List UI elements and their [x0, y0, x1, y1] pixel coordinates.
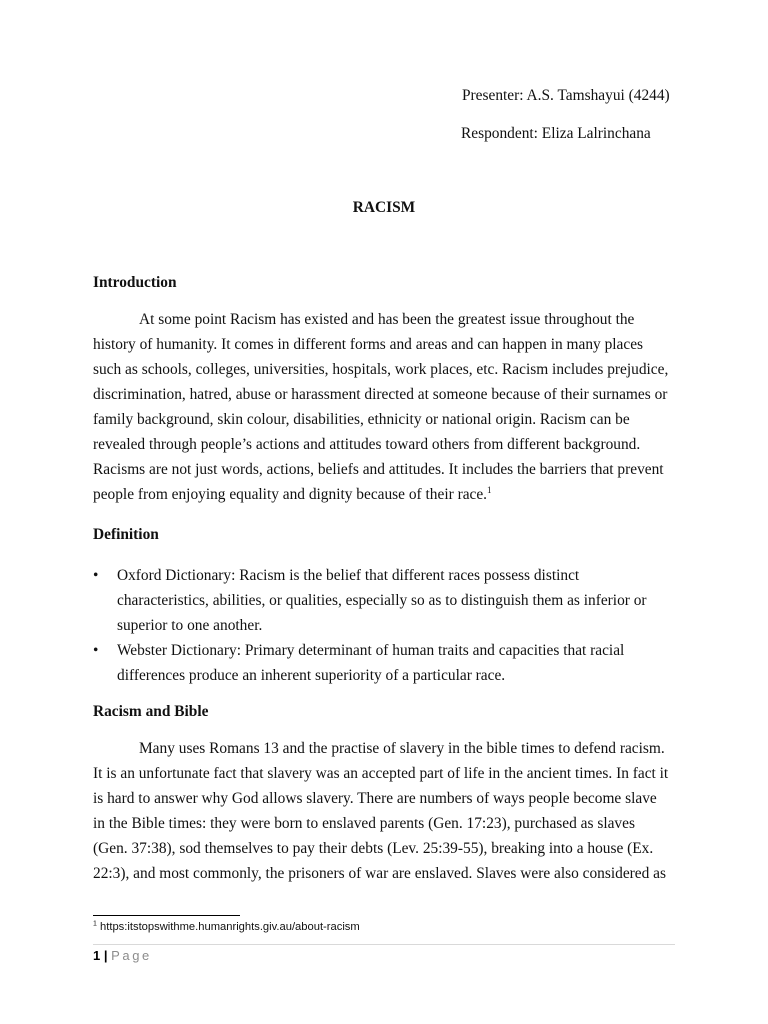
- definition-list: [93, 563, 679, 688]
- footer-divider: [93, 944, 675, 945]
- racism-and-bible-paragraph: [93, 736, 679, 886]
- paragraph-line: Racisms are not just words, actions, beliefs and attitudes. It includes the barriers that prevent: [93, 461, 664, 478]
- footnote-link[interactable]: https:itstopswithme.humanrights.giv.au/about-racism: [100, 921, 360, 933]
- definition-item-webster: [93, 638, 679, 688]
- paragraph-line-last: [93, 482, 679, 507]
- paragraph-line-text: people from enjoying equality and dignity because of their race.: [93, 486, 488, 503]
- paragraph-line: discrimination, hatred, abuse or harassment directed at someone because of their surnames or: [93, 386, 668, 403]
- introduction-heading: Introduction: [93, 274, 177, 291]
- respondent-line: Respondent: Eliza Lalrinchana: [461, 125, 651, 142]
- definition-item-oxford: [93, 563, 679, 638]
- bullet-icon: •: [93, 567, 99, 584]
- page-label: Page: [111, 948, 152, 963]
- definition-line: Webster Dictionary: Primary determinant of human traits and capacities that racial: [117, 642, 625, 659]
- paragraph-line: At some point Racism has existed and has been the greatest issue throughout the: [139, 311, 635, 328]
- paragraph-line: in the Bible times: they were born to enslaved parents (Gen. 17:23), purchased as slaves: [93, 815, 635, 832]
- racism-and-bible-heading: Racism and Bible: [93, 703, 209, 720]
- footnote-marker: 1: [93, 920, 97, 928]
- definition-line: superior to one another.: [117, 617, 263, 634]
- paragraph-line: family background, skin colour, disabilities, ethnicity or national origin. Racism can be: [93, 411, 630, 428]
- presenter-line: Presenter: A.S. Tamshayui (4244): [462, 87, 670, 104]
- document-title: RACISM: [352, 199, 416, 216]
- paragraph-line: Many uses Romans 13 and the practise of slavery in the bible times to defend racism.: [139, 740, 665, 757]
- paragraph-line: 22:3), and most commonly, the prisoners of war are enslaved. Slaves were also considered as: [93, 865, 666, 882]
- definition-line: differences produce an inherent superiority of a particular race.: [117, 667, 506, 684]
- footer-separator: |: [103, 948, 108, 963]
- paragraph-line: revealed through people’s actions and attitudes toward others from different background.: [93, 436, 641, 453]
- definition-heading: Definition: [93, 526, 159, 543]
- paragraph-line: is hard to answer why God allows slavery. There are numbers of ways people become slave: [93, 790, 657, 807]
- definition-line: characteristics, abilities, or qualities, especially so as to distinguish them as inferior or: [117, 592, 647, 609]
- paragraph-line: such as schools, colleges, universities, hospitals, work places, etc. Racism includes prejudice,: [93, 361, 669, 378]
- introduction-paragraph: [93, 307, 679, 507]
- bullet-icon: •: [93, 642, 99, 659]
- paragraph-line: It is an unfortunate fact that slavery was an accepted part of life in the ancient times. In fact it: [93, 765, 669, 782]
- paragraph-line: history of humanity. It comes in different forms and areas and can happen in many places: [93, 336, 644, 353]
- page-footer: [93, 948, 152, 963]
- paragraph-line: (Gen. 37:38), sod themselves to pay their debts (Lev. 25:39-55), breaking into a house (Ex.: [93, 840, 654, 857]
- footnote: [93, 921, 360, 933]
- page-number: 1: [93, 948, 101, 963]
- footnote-reference[interactable]: 1: [487, 484, 492, 495]
- definition-line: Oxford Dictionary: Racism is the belief that different races possess distinct: [117, 567, 580, 584]
- footnote-separator: [93, 915, 240, 916]
